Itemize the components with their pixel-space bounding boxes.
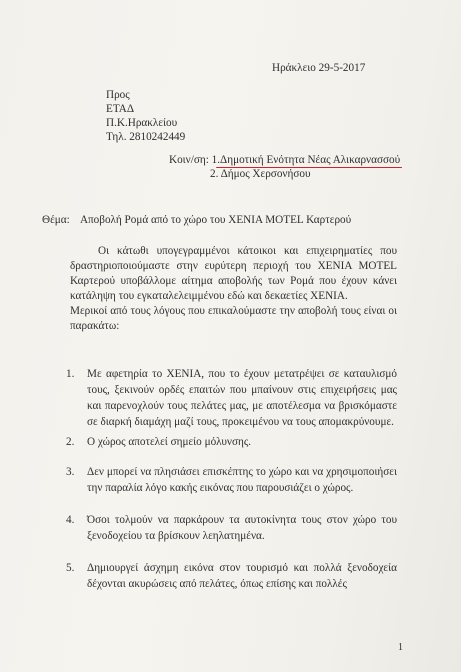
body-paragraph-1 xyxy=(70,244,397,304)
list-item-text: Με αφετηρία το XENIA, που το έχουν μετατρέψει σε καταυλισμό τους, ξεκινούν ορδές επαιτών που μπαίνουν στις επιχειρήσεις μας και παρενοχλούν τους πελάτες μας, με αποτέλεσμα να βρισκόμαστε σε διαρκή διαμάχη μαζί τους, προκειμένου να τους απομακρύνουμε. xyxy=(87,368,397,428)
list-item xyxy=(66,560,397,592)
list-item-number: 2. xyxy=(66,436,75,448)
subject-line xyxy=(42,214,351,226)
list-item-number: 5. xyxy=(66,562,75,574)
list-item xyxy=(66,512,397,544)
recipient-line-3: Π.Κ.Ηρακλείου xyxy=(106,117,178,129)
page-number: 1 xyxy=(398,642,403,653)
cc-item-1: 1.Δημοτική Ενότητα Νέας Αλικαρνασσού xyxy=(211,154,401,166)
cc-line-1 xyxy=(169,154,400,166)
cc-label: Κοιν/ση: xyxy=(169,154,209,166)
list-item-text: Δεν μπορεί να πλησιάσει επισκέπτης το χώρο και να χρησιμοποιήσει την παραλία λόγο κακής εικόνας που παρουσιάζει ο χώρος. xyxy=(87,466,397,494)
recipient-line-4: Τηλ. 2810242449 xyxy=(106,131,186,143)
list-item xyxy=(66,464,397,496)
list-item-text: Ο χώρος αποτελεί σημείο μόλυνσης. xyxy=(87,436,252,448)
cc-item-2: 2. Δήμος Χερσονήσου xyxy=(210,168,311,180)
list-item-number: 1. xyxy=(66,368,75,380)
list-item-number: 4. xyxy=(66,514,75,526)
cc-first-wrapper xyxy=(169,154,400,166)
body-paragraph-2 xyxy=(70,304,397,334)
letter-date: Ηράκλειο 29-5-2017 xyxy=(272,62,366,74)
paragraph-1-text: Οι κάτωθι υπογεγραμμένοι κάτοικοι και επιχειρηματίες που δραστηριοποιούμαστε στην ευρύτερη περιοχή του XENIA MOTEL Καρτερού υποβάλλομε αίτημα αποβολής των Ρομά που έχουν κάνει κατάληψη του εγκαταλελειμμένου εδώ και δεκαετίες XENIA. xyxy=(70,245,397,302)
list-item-text: Δημιουργεί άσχημη εικόνα στον τουρισμό και πολλά ξενοδοχεία δέχονται ακυρώσεις από πελάτες, όπως επίσης και πολλές xyxy=(87,562,397,590)
list-item xyxy=(66,434,397,450)
list-item-text: Όσοι τολμούν να παρκάρουν τα αυτοκίνητα τους στον χώρο του ξενοδοχείου τα βρίσκουν λεηλατημένα. xyxy=(87,514,397,542)
recipient-line-2: ΕΤΑΔ xyxy=(106,103,135,115)
paragraph-2-text: Μερικοί από τους λόγους που επικαλούμαστε την αποβολή τους είναι οι παρακάτω: xyxy=(70,305,397,332)
subject-text: Αποβολή Ρομά από το χώρο του XENIA MOTEL Καρτερού xyxy=(79,214,352,226)
recipient-line-1: Προς xyxy=(106,89,130,101)
subject-label: Θέμα: xyxy=(42,214,70,226)
list-item xyxy=(66,366,397,430)
list-item-number: 3. xyxy=(66,466,75,478)
